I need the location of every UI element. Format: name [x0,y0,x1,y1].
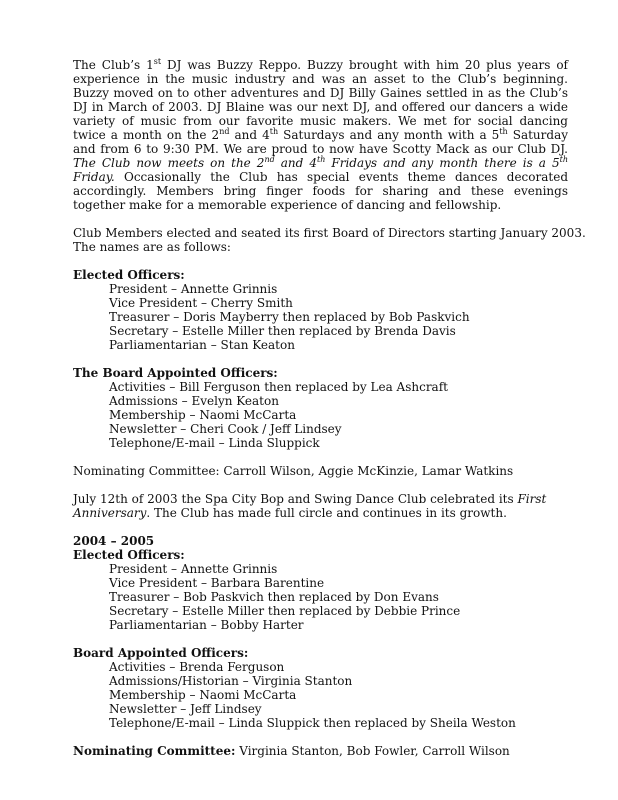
text-run: 1 [146,58,154,72]
superscript: th [269,127,279,136]
list-item: Parliamentarian – Stan Keaton [109,338,295,352]
list-item: Newsletter – Jeff Lindsey [109,702,262,716]
year-heading-2004: 2004 – 2005 [73,534,155,548]
list-item: Admissions – Evelyn Keaton [109,394,279,408]
list-item: Secretary – Estelle Miller then replaced by Debbie Prince [109,604,461,618]
nominating-committee-2003: Nominating Committee: Carroll Wilson, Aggie McKinzie, Lamar Watkins [73,464,514,478]
text-run: and 4 [229,128,270,142]
list-item: Membership – Naomi McCarta [109,408,297,422]
list-item: President – Annette Grinnis [109,282,278,296]
superscript: th [559,155,568,164]
text-run: Friday. [73,170,115,184]
text-run: July 12th of 2003 the Spa City Bop and Swing Dance Club celebrated its [73,492,518,506]
nominating-committee-2004 [73,744,568,758]
list-item: Newsletter – Cheri Cook / Jeff Lindsey [109,422,342,436]
elected-officers-heading-2004: Elected Officers: [73,548,185,562]
nominating-names: Virginia Stanton, Bob Fowler, Carroll Wilson [235,744,510,758]
list-item: Treasurer – Bob Paskvich then replaced by Don Evans [109,590,439,604]
elected-officers-list-2004 [73,562,568,632]
appointed-officers-heading-2004: Board Appointed Officers: [73,646,249,660]
board-intro-line: Club Members elected and seated its first Board of Directors starting January 2003. [73,226,586,240]
italic-text: Anniversary [73,506,147,520]
nominating-label: Nominating Committee: [73,744,236,758]
text-run: and 4 [274,156,317,170]
anniversary-paragraph [73,492,568,520]
text-run: Saturdays and any month with a 5 [278,128,500,142]
superscript: th [499,127,508,136]
list-item: Treasurer – Doris Mayberry then replaced by Bob Paskvich [109,310,470,324]
list-item: Activities – Brenda Ferguson [109,660,285,674]
list-item: Activities – Bill Ferguson then replaced by Lea Ashcraft [109,380,448,394]
text-run: The Club’s [73,58,147,72]
intro-paragraph [73,58,568,212]
text-run: Occasionally the Club has special events theme dances decorated accordingly. Members bring finger foods for sharing and these evenings together make for a memorable experience of dancing and fellowship. [73,170,568,212]
list-item: Membership – Naomi McCarta [109,688,297,702]
superscript: nd [264,155,275,164]
superscript: st [153,57,162,66]
list-item: Vice President – Barbara Barentine [109,576,325,590]
list-item: Telephone/E-mail – Linda Sluppick [109,436,320,450]
appointed-officers-heading-2003: The Board Appointed Officers: [73,366,278,380]
text-run: Saturday and from 6 to 9:30 PM. We are proud to now have Scotty Mack as our Club DJ. [73,128,569,156]
elected-officers-heading-2003: Elected Officers: [73,268,185,282]
text-run: Fridays and any month there is a 5 [325,156,560,170]
superscript: th [316,155,326,164]
italic-text: First [517,492,547,506]
list-item: Secretary – Estelle Miller then replaced by Brenda Davis [109,324,456,338]
board-intro-line: The names are as follows: [73,240,231,254]
list-item: Vice President – Cherry Smith [109,296,293,310]
list-item: Admissions/Historian – Virginia Stanton [109,674,353,688]
elected-officers-list-2003 [73,282,568,352]
list-item: Telephone/E-mail – Linda Sluppick then replaced by Sheila Weston [109,716,516,730]
list-item: Parliamentarian – Bobby Harter [109,618,304,632]
appointed-officers-list-2003 [73,380,568,450]
list-item: President – Annette Grinnis [109,562,278,576]
text-run: . The Club has made full circle and continues in its growth. [146,506,507,520]
text-run: The Club now meets on the 2 [73,156,265,170]
superscript: nd [219,127,230,136]
appointed-officers-list-2004 [73,660,568,730]
text-run: DJ was Buzzy Reppo. Buzzy brought with him 20 plus years of experience in the music industry and was an asset to the Club’s beginning. Buzzy moved on to other adventures and DJ Billy Gaines settled in as the Club’s DJ in March of 2003. DJ Blaine was our next DJ, and offered our dancers a wide variety of music from our favorite music makers. We met for social dancing twice a month on the 2 [73,58,568,142]
